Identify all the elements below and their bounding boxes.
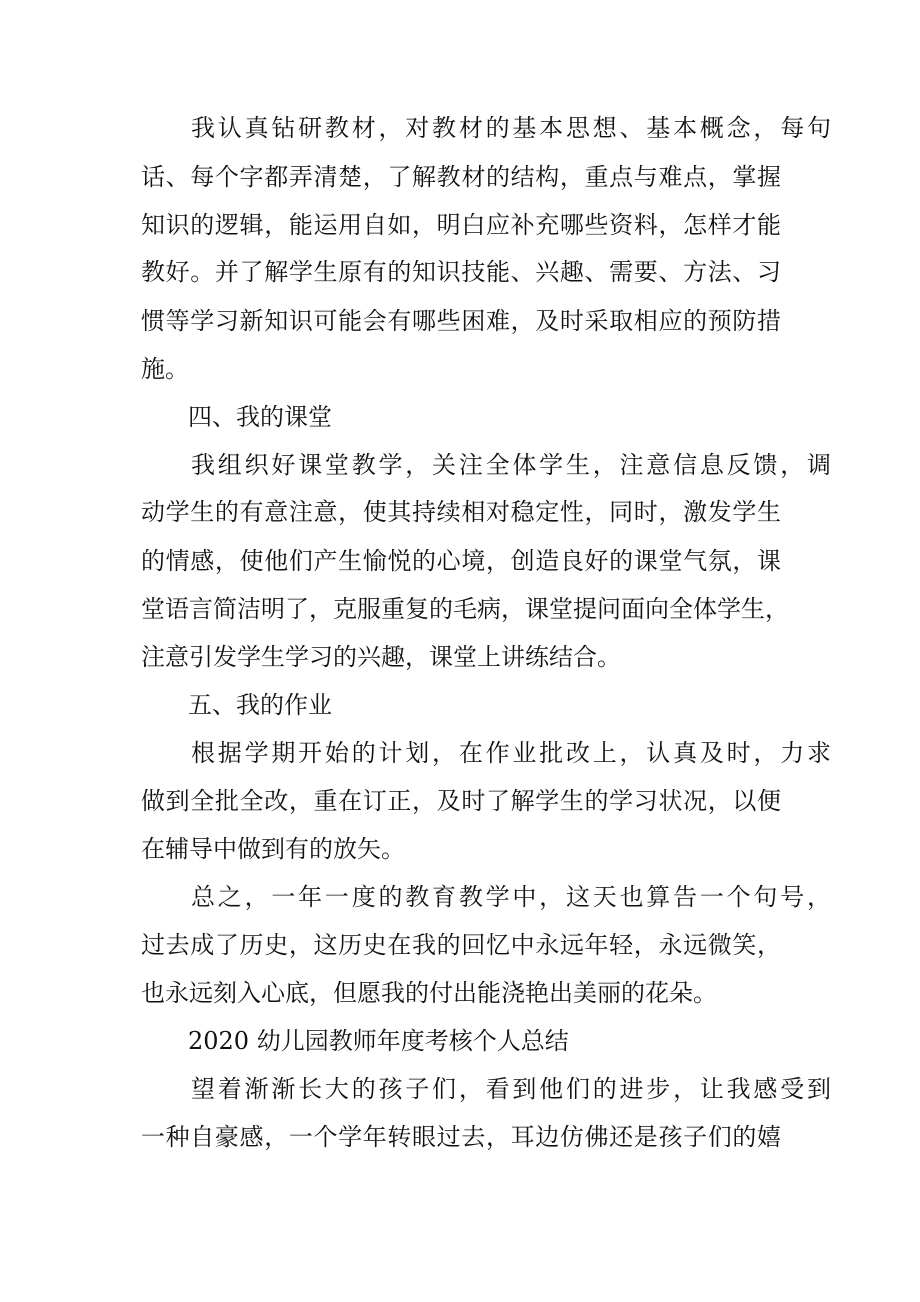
paragraph-line: 我认真钻研教材，对教材的基本思想、基本概念，每句 <box>191 114 831 142</box>
paragraph-line: 堂语言简洁明了，克服重复的毛病，课堂提问面向全体学生， <box>141 595 789 623</box>
paragraph-line: 知识的逻辑，能运用自如，明白应补充哪些资料，怎样才能 <box>141 211 781 239</box>
paragraph-line: 在辅导中做到有的放矢。 <box>141 835 405 863</box>
paragraph-line: 一种自豪感，一个学年转眼过去，耳边仿佛还是孩子们的嬉 <box>141 1123 781 1151</box>
paragraph-line: 根据学期开始的计划，在作业批改上，认真及时，力求 <box>191 739 831 767</box>
document-subtitle: 2020 幼儿园教师年度考核个人总结 <box>188 1027 569 1055</box>
paragraph-line: 我组织好课堂教学，关注全体学生，注意信息反馈，调 <box>191 451 831 479</box>
paragraph-line: 动学生的有意注意，使其持续相对稳定性，同时，激发学生 <box>141 498 781 526</box>
paragraph-line: 的情感，使他们产生愉悦的心境，创造良好的课堂气氛，课 <box>141 547 781 575</box>
paragraph-line: 做到全批全改，重在订正，及时了解学生的学习状况，以便 <box>141 787 781 815</box>
paragraph-line: 教好。并了解学生原有的知识技能、兴趣、需要、方法、习 <box>141 258 781 286</box>
paragraph-line: 也永远刻入心底，但愿我的付出能浇艳出美丽的花朵。 <box>141 979 717 1007</box>
paragraph-line: 望着渐渐长大的孩子们，看到他们的进步，让我感受到 <box>191 1075 831 1103</box>
paragraph-line: 注意引发学生学习的兴趣，课堂上讲练结合。 <box>141 643 621 671</box>
paragraph-line: 惯等学习新知识可能会有哪些困难，及时采取相应的预防措 <box>141 307 781 335</box>
paragraph-line: 总之，一年一度的教育教学中，这天也算告一个句号， <box>191 883 831 911</box>
paragraph-line: 施。 <box>141 355 189 383</box>
section-heading: 四、我的课堂 <box>188 403 332 431</box>
section-heading: 五、我的作业 <box>188 691 332 719</box>
paragraph-line: 过去成了历史，这历史在我的回忆中永远年轻，永远微笑， <box>141 931 781 959</box>
paragraph-line: 话、每个字都弄清楚，了解教材的结构，重点与难点，掌握 <box>141 163 781 191</box>
